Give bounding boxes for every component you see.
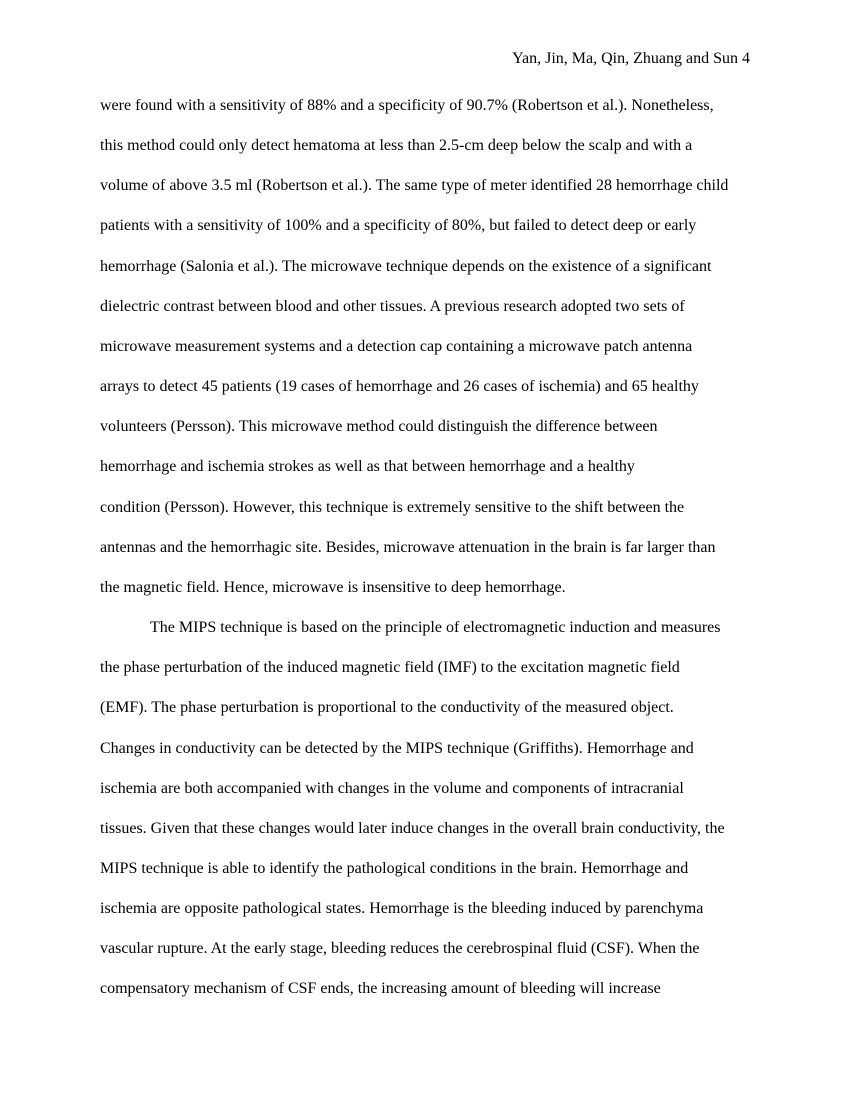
text-line: the magnetic field. Hence, microwave is insensitive to deep hemorrhage. [100,578,566,596]
text-line: this method could only detect hematoma at less than 2.5-cm deep below the scalp and with a [100,137,693,155]
text-line: volunteers (Persson). This microwave method could distinguish the difference between [100,418,658,436]
text-line: arrays to detect 45 patients (19 cases of hemorrhage and 26 cases of ischemia) and 65 healthy [100,378,699,396]
text-line: were found with a sensitivity of 88% and a specificity of 90.7% (Robertson et al.). Nonetheless, [100,97,714,114]
running-head: Yan, Jin, Ma, Qin, Zhuang and Sun 4 [512,50,750,67]
paragraph-first-line: The MIPS technique is based on the principle of electromagnetic induction and measures [150,619,721,637]
text-line: hemorrhage and ischemia strokes as well as that between hemorrhage and a healthy [100,458,635,476]
text-line: antennas and the hemorrhagic site. Besides, microwave attenuation in the brain is far larger than [100,538,716,556]
text-line: hemorrhage (Salonia et al.). The microwave technique depends on the existence of a significant [100,257,712,275]
text-line: MIPS technique is able to identify the pathological conditions in the brain. Hemorrhage and [100,859,689,877]
text-line: tissues. Given that these changes would later induce changes in the overall brain conductivity, the [100,819,725,837]
text-line: microwave measurement systems and a detection cap containing a microwave patch antenna [100,337,693,355]
text-line: dielectric contrast between blood and other tissues. A previous research adopted two sets of [100,297,685,315]
text-line: the phase perturbation of the induced magnetic field (IMF) to the excitation magnetic field [100,659,680,677]
text-line: Changes in conductivity can be detected by the MIPS technique (Griffiths). Hemorrhage and [100,739,694,757]
text-line: patients with a sensitivity of 100% and a specificity of 80%, but failed to detect deep or early [100,217,697,235]
text-line: (EMF). The phase perturbation is proportional to the conductivity of the measured object. [100,699,674,717]
text-line: condition (Persson). However, this technique is extremely sensitive to the shift between the [100,498,685,516]
text-line: vascular rupture. At the early stage, bleeding reduces the cerebrospinal fluid (CSF). When the [100,940,700,958]
text-line: compensatory mechanism of CSF ends, the increasing amount of bleeding will increase [100,980,661,998]
text-line: ischemia are opposite pathological states. Hemorrhage is the bleeding induced by parenchyma [100,900,704,918]
text-line: ischemia are both accompanied with changes in the volume and components of intracranial [100,779,684,797]
body-text [100,96,760,1020]
text-line: volume of above 3.5 ml (Robertson et al.). The same type of meter identified 28 hemorrhage child [100,177,729,195]
